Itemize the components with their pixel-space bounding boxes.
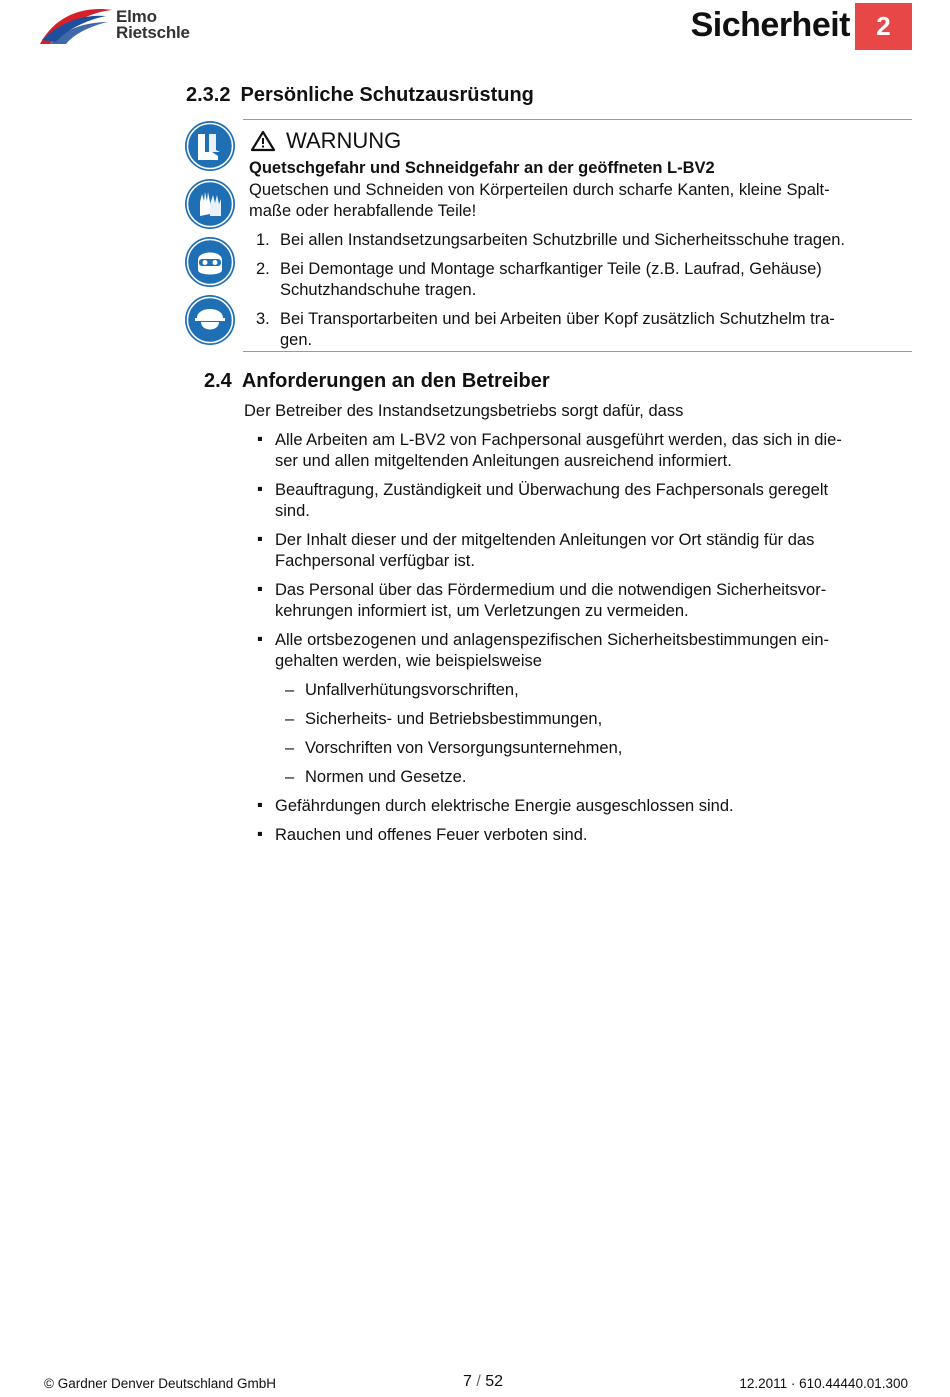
footer-doc-reference: 12.2011 · 610.44440.01.300: [739, 1376, 908, 1391]
bullet-text: Beauftragung, Zuständigkeit und Überwachung des Fachpersonals geregelt: [275, 481, 829, 499]
step-text: Bei allen Instandsetzungsarbeiten Schutzbrille und Sicherheitsschuhe tragen.: [280, 231, 846, 249]
sub-list-item: [275, 680, 909, 701]
bullet-text: ser und allen mitgeltenden Anleitungen ausreichend informiert.: [275, 452, 732, 470]
ppe-icon-column: [184, 120, 240, 352]
bullet-text: gehalten werden, wie beispielsweise: [275, 652, 542, 670]
warning-triangle-icon: [250, 130, 276, 152]
logo-wordmark: [116, 9, 190, 41]
step-text: Schutzhandschuhe tragen.: [280, 281, 477, 299]
step-number: 3.: [256, 310, 270, 328]
bullet-text: Alle ortsbezogenen und anlagenspezifischen Sicherheitsbestimmungen ein-: [275, 631, 830, 649]
step-text: Bei Demontage und Montage scharfkantiger Teile (z.B. Laufrad, Gehäuse): [280, 260, 822, 278]
bullet-text: kehrungen informiert ist, um Verletzungen zu vermeiden.: [275, 602, 689, 620]
dash-icon: –: [285, 681, 295, 699]
warning-top-rule: [243, 119, 912, 120]
step-text: gen.: [280, 331, 313, 349]
list-item: [244, 430, 909, 472]
bullet-text: Fachpersonal verfügbar ist.: [275, 552, 475, 570]
bullet-text: Rauchen und offenes Feuer verboten sind.: [275, 826, 588, 844]
safety-goggles-icon: [184, 236, 236, 288]
sub-list-item: [275, 767, 909, 788]
list-item: [249, 259, 914, 301]
list-item: [244, 796, 909, 817]
sub-bullet-text: Sicherheits- und Betriebsbestimmungen,: [305, 710, 603, 728]
step-number: 1.: [256, 231, 270, 249]
warning-text-line: maße oder herabfallende Teile!: [249, 202, 477, 220]
page-separator: /: [476, 1373, 481, 1390]
list-item: [244, 530, 909, 572]
logo-line-2: Rietschle: [116, 23, 190, 42]
bullet-text: Alle Arbeiten am L-BV2 von Fachpersonal ausgeführt werden, das sich in die-: [275, 431, 842, 449]
bullet-text: sind.: [275, 502, 310, 520]
section-number: 2.3.2: [186, 84, 231, 106]
section-title: Anforderungen an den Betreiber: [241, 370, 550, 392]
safety-boots-icon: [184, 120, 236, 172]
page-number: [463, 1373, 503, 1391]
bullet-icon: ▪: [257, 530, 263, 548]
operator-requirements-list: [244, 430, 909, 854]
sub-bullet-text: Normen und Gesetze.: [305, 768, 467, 786]
regulations-sublist: [275, 680, 909, 788]
bullet-icon: ▪: [257, 430, 263, 448]
list-item: [244, 480, 909, 522]
bullet-text: Der Inhalt dieser und der mitgeltenden Anleitungen vor Ort ständig für das: [275, 531, 815, 549]
sub-list-item: [275, 738, 909, 759]
dash-icon: –: [285, 739, 295, 757]
warning-text-line: Quetschen und Schneiden von Körperteilen durch scharfe Kanten, kleine Spalt-: [249, 181, 830, 199]
logo-line-1: Elmo: [116, 7, 157, 26]
bullet-icon: ▪: [257, 480, 263, 498]
list-item: [244, 825, 909, 846]
bullet-text: Gefährdungen durch elektrische Energie ausgeschlossen sind.: [275, 797, 734, 815]
safety-helmet-icon: [184, 294, 236, 346]
sub-list-item: [275, 709, 909, 730]
chapter-title: Sicherheit: [690, 6, 850, 44]
section-heading-2-3-2: [186, 84, 534, 107]
section-heading-2-4: [204, 370, 550, 393]
warning-title: Quetschgefahr und Schneidgefahr an der geöffneten L-BV2: [249, 159, 715, 177]
warning-text: [249, 180, 909, 222]
sub-bullet-text: Vorschriften von Versorgungsunternehmen,: [305, 739, 623, 757]
footer-copyright: © Gardner Denver Deutschland GmbH: [44, 1376, 277, 1391]
logo-swoosh-icon: [36, 4, 116, 48]
list-item: [244, 630, 909, 788]
protective-gloves-icon: [184, 178, 236, 230]
dash-icon: –: [285, 710, 295, 728]
list-item: [249, 309, 914, 351]
page-total: 52: [485, 1373, 504, 1390]
bullet-icon: ▪: [257, 796, 263, 814]
dash-icon: –: [285, 768, 295, 786]
section-title: Persönliche Schutzausrüstung: [240, 84, 534, 106]
section-intro: Der Betreiber des Instandsetzungsbetriebs sorgt dafür, dass: [244, 402, 684, 420]
warning-steps-list: [249, 230, 914, 359]
list-item: [244, 580, 909, 622]
step-number: 2.: [256, 260, 270, 278]
warning-bottom-rule: [243, 351, 912, 352]
section-number: 2.4: [204, 370, 232, 392]
bullet-icon: ▪: [257, 580, 263, 598]
bullet-icon: ▪: [257, 630, 263, 648]
list-item: [249, 230, 914, 251]
bullet-icon: ▪: [257, 825, 263, 843]
step-text: Bei Transportarbeiten und bei Arbeiten über Kopf zusätzlich Schutzhelm tra-: [280, 310, 835, 328]
bullet-text: Das Personal über das Fördermedium und die notwendigen Sicherheitsvor-: [275, 581, 827, 599]
sub-bullet-text: Unfallverhütungsvorschriften,: [305, 681, 519, 699]
warning-heading: [250, 128, 401, 154]
chapter-number-badge: 2: [855, 3, 912, 50]
page-current: 7: [463, 1373, 472, 1390]
warning-label: WARNUNG: [286, 128, 402, 153]
